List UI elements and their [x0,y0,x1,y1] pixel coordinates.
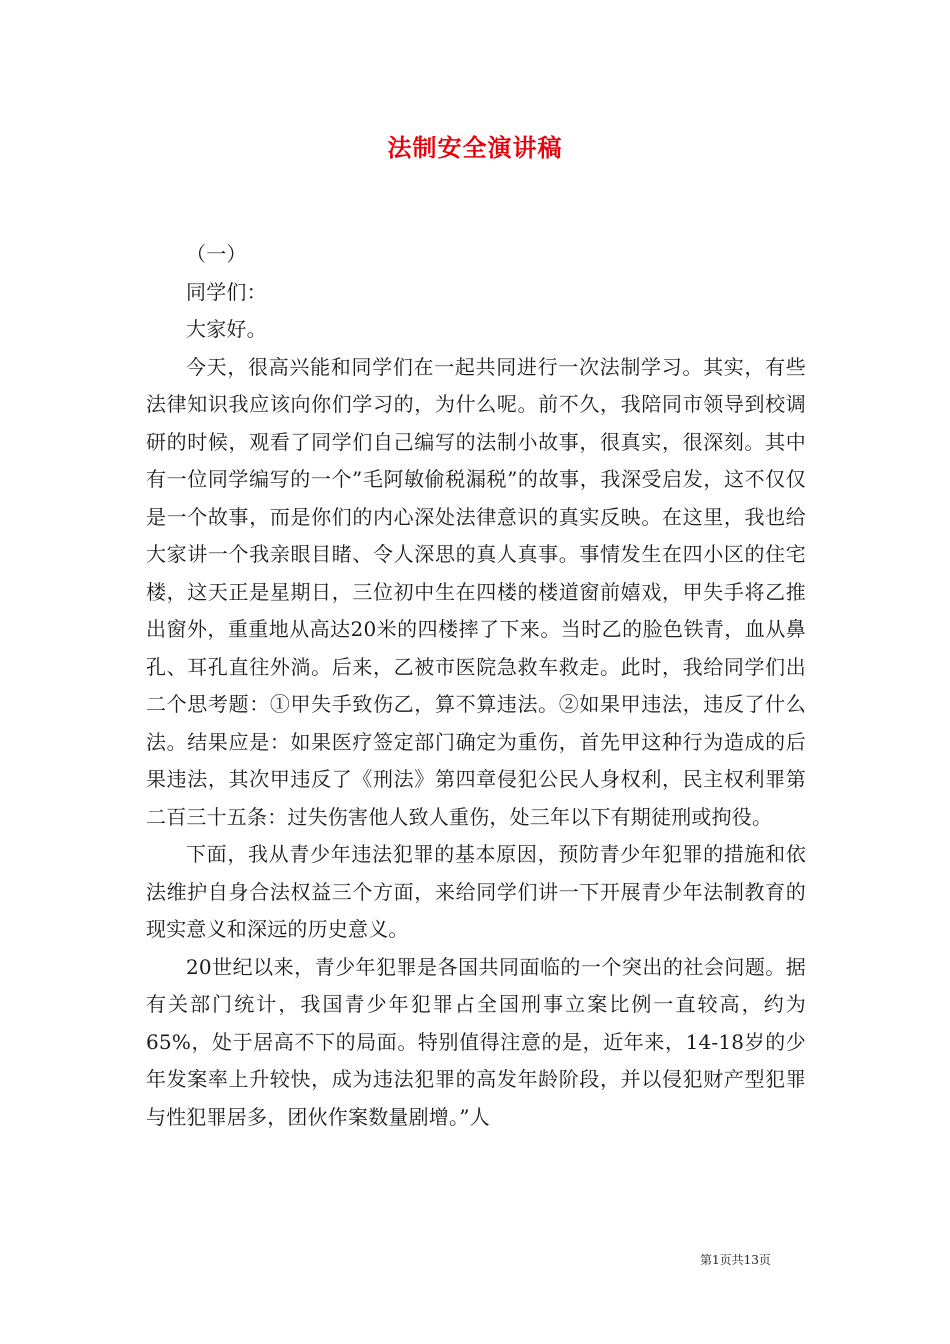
document-body [146,236,806,1136]
page-number-footer: 第1页共13页 [700,1253,771,1267]
paragraph-story: 今天，很高兴能和同学们在一起共同进行一次法制学习。其实，有些法律知识我应该向你们学习的，为什么呢。前不久，我陪同市领导到校调研的时候，观看了同学们自己编写的法制小故事，很真实，很深刻。其中有一位同学编写的一个”毛阿敏偷税漏税”的故事，我深受启发，这不仅仅是一个故事，而是你们的内心深处法律意识的真实反映。在这里，我也给大家讲一个我亲眼目睹、令人深思的真人真事。事情发生在四小区的住宅楼，这天正是星期日，三位初中生在四楼的楼道窗前嬉戏，甲失手将乙推出窗外，重重地从高达20米的四楼摔了下来。当时乙的脸色铁青，血从鼻孔、耳孔直往外淌。后来，乙被市医院急救车救走。此时，我给同学们出二个思考题：①甲失手致伤乙，算不算违法。②如果甲违法，违反了什么法。结果应是：如果医疗签定部门确定为重伤，首先甲这种行为造成的后果违法，其次甲违反了《刑法》第四章侵犯公民人身权利，民主权利罪第二百三十五条：过失伤害他人致人重伤，处三年以下有期徒刑或拘役。 [146,354,806,829]
paragraph-hello: 大家好。 [186,317,267,341]
paragraph-section-number: （一） [186,242,247,266]
paragraph-outline: 下面，我从青少年违法犯罪的基本原因，预防青少年犯罪的措施和依法维护自身合法权益三个方面，来给同学们讲一下开展青少年法制教育的现实意义和深远的历史意义。 [146,842,806,941]
paragraph-greeting: 同学们： [186,279,267,304]
paragraph-statistics: 20世纪以来，青少年犯罪是各国共同面临的一个突出的社会问题。据有关部门统计，我国青少年犯罪占全国刑事立案比例一直较高，约为65%，处于居高不下的局面。特别值得注意的是，近年来，14-18岁的少年发案率上升较快，成为违法犯罪的高发年龄阶段，并以侵犯财产型犯罪与性犯罪居多，团伙作案数量剧增。”人 [146,954,806,1129]
document-title: 法制安全演讲稿 [387,133,563,162]
